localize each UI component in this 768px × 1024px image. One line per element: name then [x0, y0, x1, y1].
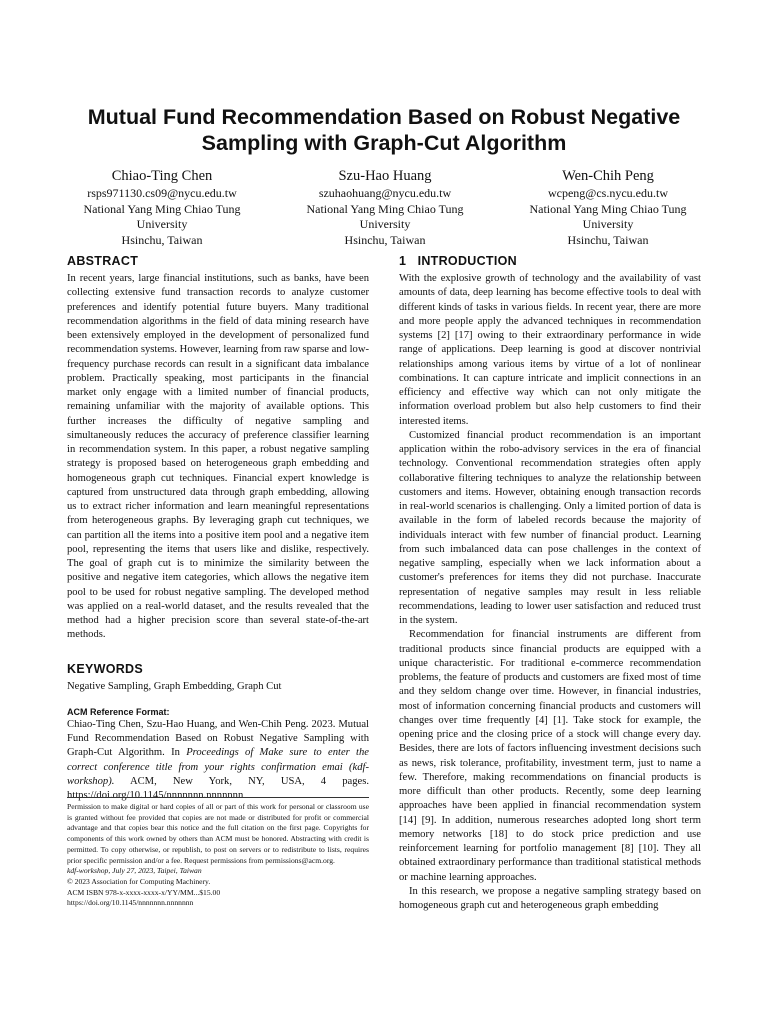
intro-paragraph-2: Customized financial product recommendation is an important application within the robo-advisory services in the era of financial technology. Conventional recommendation strategies often apply collaborative filtering techniques to analyze the relationship between customers and items. However, obtaining enough transaction records in real-world scenarios is challenging. Only a limited portion of data is available in the form of labeled records because the majority of individuals interact with few number of financial product. Learning from such imbalanced data can pose challenges in the context of negative sampling, especially when we lack information about a customer's preferences for items they did not purchase. Inaccurate representation of negative samples may result in less reliable recommendations, leading to lower user satisfaction and reduced trust in the system.: [399, 429, 701, 626]
author-2: [285, 166, 485, 248]
venue-text: [67, 866, 369, 877]
acm-reference-part: ACM, New York, NY, USA, 4 pages. https://doi.org/10.1145/nnnnnnn.nnnnnnn: [67, 775, 369, 801]
right-column: [399, 253, 701, 913]
author-name: Chiao-Ting Chen: [111, 168, 213, 184]
author-affiliation: National Yang Ming Chiao Tung University: [529, 201, 687, 231]
left-column: [67, 253, 369, 803]
isbn-text: ACM ISBN 978-x-xxxx-xxxx-x/YY/MM...$15.00: [67, 887, 221, 897]
author-block: [62, 166, 708, 248]
abstract-heading: ABSTRACT: [67, 254, 139, 268]
permission-footnote: [67, 797, 369, 909]
author-location: Hsinchu, Taiwan: [567, 232, 649, 247]
author-email: rsps971130.cs09@nycu.edu.tw: [87, 186, 237, 200]
acm-reference-proceedings: Proceedings of Make sure to enter the correct conference title from your rights confirmation emai (kdf-workshop).: [67, 747, 369, 787]
paper-title: Mutual Fund Recommendation Based on Robust Negative Sampling with Graph-Cut Algorithm: [87, 105, 681, 155]
author-name: Szu-Hao Huang: [338, 168, 432, 184]
author-location: Hsinchu, Taiwan: [121, 232, 203, 247]
author-location: Hsinchu, Taiwan: [344, 232, 426, 247]
author-name: Wen-Chih Peng: [562, 168, 654, 184]
author-affiliation: National Yang Ming Chiao Tung University: [83, 201, 241, 231]
doi-text: https://doi.org/10.1145/nnnnnnn.nnnnnnn: [67, 898, 194, 908]
keywords-heading: KEYWORDS: [67, 661, 144, 676]
permission-text: Permission to make digital or hard copies of all or part of this work for personal or classroom use is granted without fee provided that copies are not made or distributed for profit or commercial advantage and that copies bear this notice and the full citation on the first page. Copyrights for components of this work owned by others than ACM must be honored. Abstracting with credit is permitted. To copy otherwise, or republish, to post on servers or to redistribute to lists, requires prior specific permission and/or a fee. Request permissions from permissions@acm.org.: [67, 802, 369, 865]
keywords-text: Negative Sampling, Graph Embedding, Graph Cut: [67, 680, 282, 692]
acm-reference-text: [67, 718, 369, 804]
author-1: [62, 166, 262, 248]
venue-italic: kdf-workshop, July 27, 2023, Taipei, Taiwan: [67, 866, 202, 876]
copyright-text: © 2023 Association for Computing Machinery.: [67, 876, 211, 886]
intro-paragraph-3: Recommendation for financial instruments are different from traditional products since financial products are equipped with a unique characteristic. For traditional e-commerce recommendation problems, the feature of products and customers are fixed most of time and they seldom change over time. However, in financial industries, most of information concerning financial products and customers will changes over time frequently [4] [1]. Take stock for example, the opening price and the closing price of a stock will change every day. Besides, there are lots of factors influencing investment decisions such as news, risk tolerance, profitability, investment term, just to name a few. Therefore, making recommendations on financial products is more difficult than other products. Recently, some deep learning approaches have been applied in financial recommendation system [14] [9]. In addition, numerous researches adopted long short term memory networks [18] to do stock price prediction and use reinforcement learning for portfolio management [8] [10]. They all obtained extraordinary performance than traditional statistical methods or machine learning approaches.: [399, 629, 701, 883]
intro-paragraph-1: With the explosive growth of technology and the availability of vast amounts of data, deep learning has become effective tools to deal with different kinds of tasks in various fields. In recent year, there are more and more people apply the advanced techniques in recommendation systems [2] [17] owing to their extraordinary performance in wide range of applications. Deep learning is good at discover nontrivial relationships among various items by virtue of a lot of nonlinear combinations. It can capture intricate and implicit connections in an efficiency and effective way which can not only mitigate the information overload problem but also help customers to find their interested items.: [399, 273, 701, 427]
author-email: wcpeng@cs.nycu.edu.tw: [547, 186, 669, 200]
author-affiliation: National Yang Ming Chiao Tung University: [306, 201, 464, 231]
abstract-text: In recent years, large financial institutions, such as banks, have been collecting extensive fund transaction records to analyze customer preferences and identify potential future buyers. Many traditional recommendation algorithms in the field of data mining research have been extensively employed in the development of personalized fund recommendation systems. However, learning from raw sparse and low-frequency purchase records can result in a significant data imbalance problem. Practically speaking, most participants in the financial market only engage with a limited number of financial products, remaining unfamiliar with the majority of available options. This further increases the difficulty of negative sampling and simultaneously reduces the accuracy of preference classifier learning in recommendation system. In this paper, a robust negative sampling strategy is proposed based on heterogeneous graph embedding and homogeneous graph cut techniques. Financial expert knowledge is captured from unstructured data through graph embedding, allowing us to extract richer information and learn meaningful representations from heterogeneous graphs. By leveraging graph cut techniques, we can partition all the items into a positive item pool and a negative item pool, representing the items that users like and dislike, respectively. The goal of graph cut is to minimize the similarity between the positive and negative item categories, which allows the negative item pool to be used for robust negative sampling. The developed method was applied on a real-world dataset, and the results revealed that the method had a higher precision score than several state-of-the-art methods.: [67, 273, 369, 641]
intro-paragraph-4: In this research, we propose a negative sampling strategy based on homogeneous graph cut and heterogeneous graph embedding: [399, 885, 701, 911]
introduction-heading: 1 INTRODUCTION: [399, 254, 517, 268]
author-3: [508, 166, 708, 248]
acm-reference-heading: ACM Reference Format:: [67, 706, 170, 717]
acm-reference-part: Chiao-Ting Chen, Szu-Hao Huang, and Wen-Chih Peng. 2023. Mutual Fund Recommendation Based on Robust Negative Sampling with Graph-Cut Algorithm. In: [67, 718, 369, 759]
author-email: szuhaohuang@nycu.edu.tw: [318, 186, 452, 200]
